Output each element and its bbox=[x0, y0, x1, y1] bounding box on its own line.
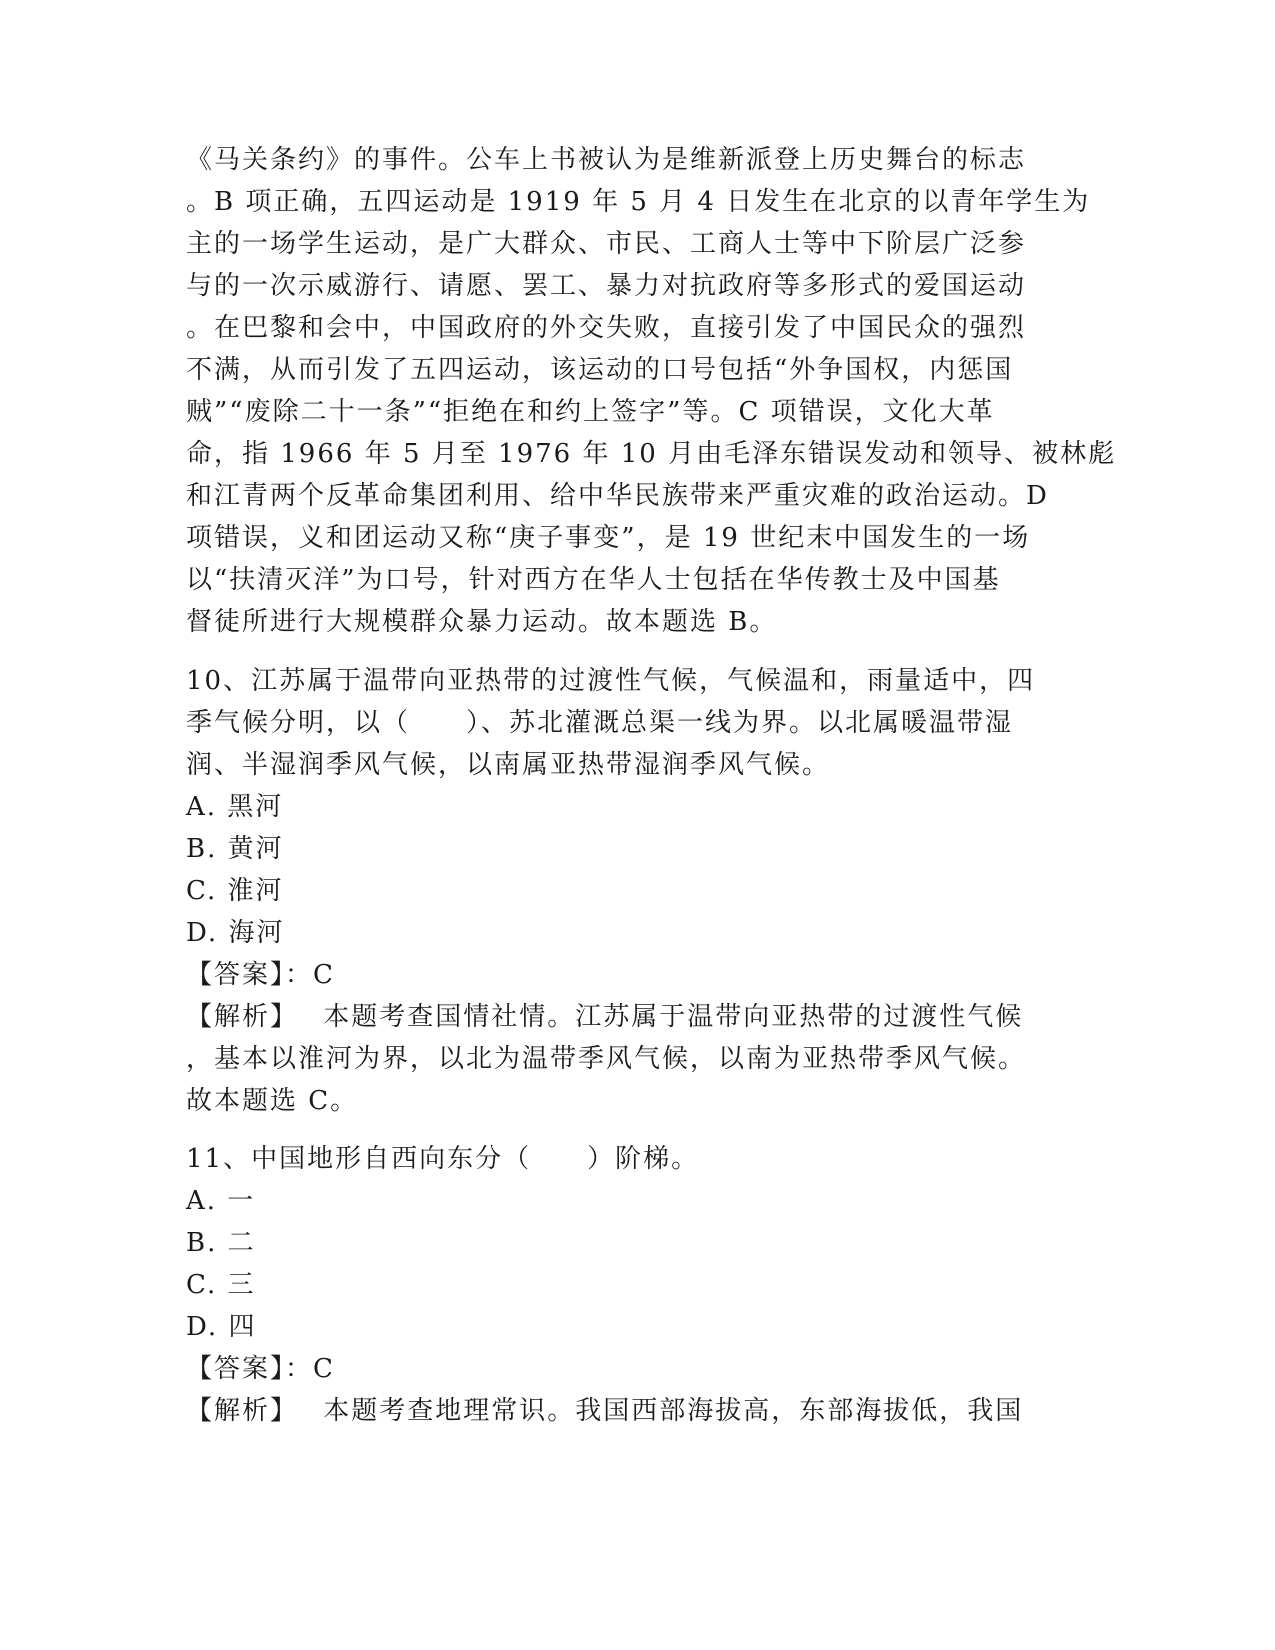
paragraph-line: 不满，从而引发了五四运动，该运动的口号包括“外争国权，内惩国 bbox=[186, 355, 1014, 385]
option-b: B. 二 bbox=[186, 1228, 256, 1258]
question-text-line: 11、中国地形自西向东分（ ）阶梯。 bbox=[186, 1144, 700, 1174]
analysis-line: 故本题选 C。 bbox=[186, 1086, 359, 1116]
option-d: D. 四 bbox=[186, 1312, 257, 1342]
paragraph-line: 督徒所进行大规模群众暴力运动。故本题选 B。 bbox=[186, 607, 778, 637]
paragraph-line: 与的一次示威游行、请愿、罢工、暴力对抗政府等多形式的爱国运动 bbox=[186, 271, 1027, 301]
paragraph-line: 。B 项正确，五四运动是 1919 年 5 月 4 日发生在北京的以青年学生为 bbox=[186, 187, 1091, 217]
paragraph-line: 项错误，义和团运动又称“庚子事变”，是 19 世纪末中国发生的一场 bbox=[186, 523, 1031, 553]
question-text-line: 润、半湿润季风气候，以南属亚热带湿润季风气候。 bbox=[186, 750, 831, 780]
paragraph-line: 《马关条约》的事件。公车上书被认为是维新派登上历史舞台的标志 bbox=[186, 145, 1027, 175]
option-d: D. 海河 bbox=[186, 918, 285, 948]
paragraph-line: 以“扶清灭洋”为口号，针对西方在华人士包括在华传教士及中国基 bbox=[186, 565, 1001, 595]
option-a: A. 黑河 bbox=[186, 792, 284, 822]
paragraph-line: 和江青两个反革命集团利用、给中华民族带来严重灾难的政治运动。D bbox=[186, 481, 1049, 511]
option-c: C. 淮河 bbox=[186, 876, 284, 906]
option-a: A. 一 bbox=[186, 1186, 256, 1216]
analysis-line: 【解析】 本题考查国情社情。江苏属于温带向亚热带的过渡性气候 bbox=[186, 1002, 1024, 1032]
paragraph-line: 贼”“废除二十一条”“拒绝在和约上签字”等。C 项错误，文化大革 bbox=[186, 397, 995, 427]
answer-line: 【答案】：C bbox=[186, 960, 335, 990]
analysis-line: ，基本以淮河为界，以北为温带季风气候，以南为亚热带季风气候。 bbox=[186, 1044, 1027, 1074]
paragraph-line: 主的一场学生运动，是广大群众、市民、工商人士等中下阶层广泛参 bbox=[186, 229, 1027, 259]
question-text-line: 10、江苏属于温带向亚热带的过渡性气候，气候温和，雨量适中，四 bbox=[186, 666, 1036, 696]
paragraph-line: 命，指 1966 年 5 月至 1976 年 10 月由毛泽东错误发动和领导、被林彪 bbox=[186, 439, 1117, 469]
question-text-line: 季气候分明，以（ ）、苏北灌溉总渠一线为界。以北属暖温带湿 bbox=[186, 708, 1014, 738]
answer-line: 【答案】：C bbox=[186, 1354, 335, 1384]
paragraph-line: 。在巴黎和会中，中国政府的外交失败，直接引发了中国民众的强烈 bbox=[186, 313, 1027, 343]
option-c: C. 三 bbox=[186, 1270, 256, 1300]
analysis-line: 【解析】 本题考查地理常识。我国西部海拔高，东部海拔低，我国 bbox=[186, 1396, 1024, 1426]
option-b: B. 黄河 bbox=[186, 834, 284, 864]
